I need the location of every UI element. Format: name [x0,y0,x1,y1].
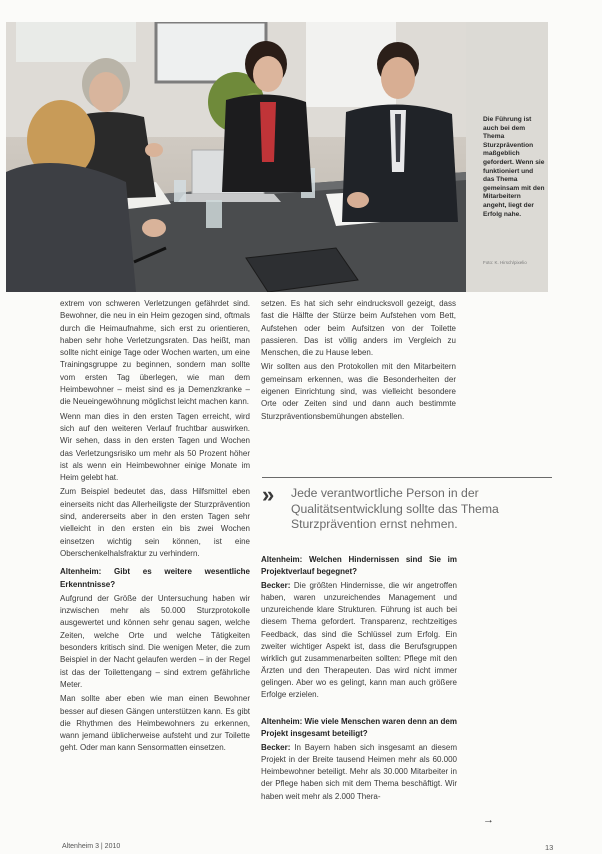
right-paragraph-2: Wir sollten aus den Protokollen mit den Mitarbeitern gemeinsam erkennen, was die Besonderheiten der eigenen Einrichtung sind, was vielleicht besondere Orte oder Zeiten sind und dann auch bestimmte Sturzpräventionsbemühungen abstellen. [261,362,456,421]
journal-footer: Altenheim 3 | 2010 [62,843,121,850]
interview-answer-2 [261,580,457,701]
pull-quote: Jede verantwortliche Person in der Qualitätsentwicklung sollte das Thema Sturzprävention ernst nehmen. [291,486,499,531]
meeting-illustration [6,22,466,292]
interview-block-2 [261,548,457,701]
left-paragraph-3: Zum Beispiel bedeutet das, dass Hilfsmittel eben einerseits nicht das Allerheiligste der Sturzprävention sind, andererseits aber in den ersten Tagen sehr vielleicht in den ersten ein bis zwei Wochen einsetzen wichtig sein können, ist eine Oberschenkelhalsfraktur zu verhindern. [60,487,250,558]
interview-block-3 [261,710,457,803]
pull-quote-rule [262,477,552,478]
left-paragraph-2: Wenn man dies in den ersten Tagen erreicht, wird sich auf den weiteren Verlauf fruchtbar auswirken. Wir sehen, dass in den ersten Tagen und Wochen das Verletzungsrisiko um mehr als 50 Prozent höher ist als wenn ein Heimbewohner einige Monate im Heim gelebt hat. [60,411,250,483]
interview-question-2: Altenheim: Welchen Hindernissen sind Sie im Projektverlauf begegnet? [261,555,457,577]
photo-caption: Die Führung ist auch bei dem Thema Sturzprävention maßgeblich gefordert. Wenn sie funktioniert und das Thema gemeinsam mit den Mitarbeitern angeht, liegt der Erfolg nahe. [483,116,545,218]
answer-text: Die größten Hindernisse, die wir angetroffen haben, waren unzureichendes Management und unzureichende klare Strukturen. Führung ist auch bei diesem Thema gefordert. Transparenz, rechtzeitiges Feedback, das sind die Schlüssel zum Erfolg. Ein zweiter wichtiger Aspekt ist, dass die Berufsgruppen wirklich gut zusammenarbeiten sollten: Pflege mit den Ärzten und den Therapeuten. Das wird nicht immer gelingen. Aber wo es gelingt, kann man auch größere Erfolge erzielen. [261,581,457,700]
left-paragraph-4: Aufgrund der Größe der Untersuchung haben wir inzwischen mehr als 50.000 Sturzprotokolle ausgewertet und können sehr genau sagen, welche Zeiten, welche Orte und welche Tätigkeiten besonders kritisch sind. Die wenigen Meter, die zum Beispiel in der Nacht gelaufen werden – in der Regel ist das der Toilettengang – sind extrem gefährliche Meter. [60,593,250,689]
page-number: 13 [545,843,554,852]
continue-arrow-icon: → [483,814,494,826]
photo-credit: Foto: K. Hirsch/pixelio [483,260,527,265]
speaker-label: Becker: [261,581,291,591]
answer-text: In Bayern haben sich insgesamt an diesem Projekt in der Breite tausend Heimen mehr als 60.000 Heimbewohner beteiligt. Mehr als 30.000 Mitarbeiter in der Pflege haben sich mit dem Thema beschäftigt. Wir haben weit mehr als 2.000 Thera- [261,743,457,801]
left-paragraph-5: Man sollte aber eben wie man einen Bewohner besser auf diesen Gängen unterstützen kann. Es gibt die Rhythmen des Heimbewohners zu erkennen, wann jemand üblicherweise aufsteht und zur Toilette geht. Oder man kann Sensormatten einsetzen. [60,694,250,753]
meeting-photo [6,22,466,292]
interview-question-1: Altenheim: Gibt es weitere wesentliche Erkenntnisse? [60,567,250,589]
speaker-label: Becker: [261,743,291,753]
left-column [60,298,250,757]
interview-answer-3 [261,742,457,802]
interview-question-3: Altenheim: Wie viele Menschen waren denn an dem Projekt insgesamt beteiligt? [261,717,457,739]
left-paragraph-1: extrem von schweren Verletzungen gefährdet sind. Bewohner, die neu in ein Heim gezogen sind, oftmals durch die Heimaufnahme, sich erst zu orientieren, haben sehr hohe Verletzungsraten. Das heißt, man sollte nicht einige Tage oder Wochen warten, um eine Trainingsgruppe zu beginnen, sondern man sollte vom ersten Tag überlegen, wie man dem Heimbewohner – meist sind es ja Demenzkranke – die Neueingewöhnung möglichst leicht machen kann. [60,299,250,407]
quote-chevron-icon: » [262,482,275,507]
right-column [261,298,456,425]
right-paragraph-1: setzen. Es hat sich sehr eindrucksvoll gezeigt, dass fast die Hälfte der Stürze beim Aufstehen vom Bett, Aufstehen oder beim Aufsitzen von der Toilette passieren. Das ist völlig anders im Vergleich zu Menschen, die zu Hause leben. [261,299,456,358]
